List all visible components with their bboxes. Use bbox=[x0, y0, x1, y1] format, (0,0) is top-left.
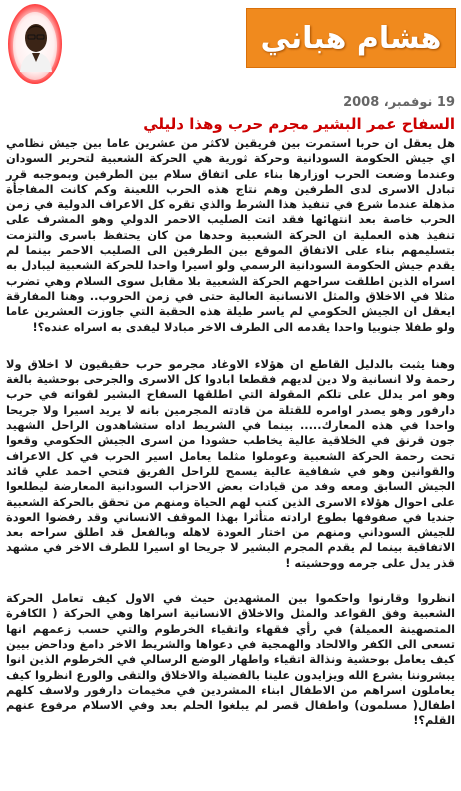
blog-author-name: هشام هباني bbox=[260, 20, 442, 56]
post-content bbox=[6, 94, 455, 791]
blog-title-banner[interactable] bbox=[246, 8, 456, 68]
post-title[interactable]: السفاح عمر البشير مجرم حرب وهذا دليلي bbox=[143, 115, 455, 133]
post-paragraph: انظروا وقارنوا واحكموا بين المشهدين حيث في الاول كيف تعامل الحركة الشعبية وفق القواعد والمثل والاخلاق الانسانية اسراها وهي الحركة ( الكافرة المتصهينة العميلة) في رأي فقهاء واتقياء الخرطوم والتي حسب زعمهم انها تسعى الى الكفر والالحاد والهمجية في دعواها والشريط الاخر دامغ وداحض بيين كيف يعامل بوحشية ونذالة اتقياء واطهار الوضع الرسالي في الخرطوم الذين انوا يبشروننا بشرع الله ويزايدون علينا بالفضيلة والاخلاق والتقى والورع انظروا كيف يعاملون اسراهم من الاطفال ابناء المشردين في مخيمات دارفور ولاسف كلهم اطفال( مسلمون) واطفال قصر لم يبلغوا الحلم بعد وفي الاسلام مرفوع عنهم القلم؟! bbox=[6, 591, 455, 728]
author-avatar[interactable] bbox=[6, 0, 64, 86]
author-portrait-icon bbox=[6, 0, 64, 86]
post-date: 19 نوفمبر، 2008 bbox=[343, 95, 455, 110]
post-paragraph: هل يعقل ان حربا استمرت بين فريقين لاكثر من عشرين عاما بين جيش نظامي اي جيش الحكومة السودانية وحركة ثورية هي الحركة الشعبية لتحرير السودان وعندما وضعت الحرب اوزارها بناء على اتفاق سلام بين الطرفين وبموجبه قرر تبادل الاسرى لدى الطرفين وهم نتاج هذه الحرب اللعينة وكم كانت المفاجأة مذهلة عندما شرع في تنفيذ هذا الشرط والذي تقره كل الاعراف الدولية في زمن الحرب خاصة بعد انتهائها فقد اتت الصليب الاحمر الدولي وهو المشرف على تنفيذ هذه العملية ان الحركة الشعبية وحدها من كان يحتفظ باسرى والتزمت بتسليمهم بناء على الاتفاق الموقع بين الطرفين الى الصليب الاحمر بينما لم يقدم جيش الحكومة السودانية الرسمي ولو اسيرا واحدا للحركة الشعبية ليبادل به اسراه الذين اطلقت سراحهم الحركة الشعبية بلا مقابل سوى السلام وهي تضرب مثلا في الاخلاق والمثل الانسانية العالية حتى في زمن الحروب.. وهنا المفارقة ايعقل ان الجيش الحكومي لم ياسر طيلة هذه الحقبة التي جاوزت العشرين عاما ولو طفلا جنوبيا واحدا يقدمه الى الطرف الاخر مبادلا ليفدى به اسراه عنده؟! bbox=[6, 136, 455, 334]
blog-header bbox=[0, 0, 461, 90]
post-paragraph: وهنا يثبت بالدليل القاطع ان هؤلاء الاوغاد مجرمو حرب حقيقيون لا اخلاق ولا رحمة ولا انسانية ولا دين لديهم فقطعا ابادوا كل الاسرى والجرحى بوحشية بالغة وهو امر يدلل على تلكم المقولة التي اطلقها السفاح البشير لقواته في حرب دارفور وهو يصدر اوامره للقتلة من قادته المجرمين بانه لا يريد اسيرا ولا جريحا واحدا في هذه المعارك..... بينما في الشريط اداه ستشاهدون الراحل الشهيد جون قرنق في الخلاقية عالية يخاطب حشودا من اسرى الجيش الحكومي وقعوا تحت رحمة الحركة الشعبية وعوملوا مثلما يعامل اسير الحرب في كل الاعراف والقوانين وهو في شفافية عالية يسمح للراحل الفريق فتحي احمد علي قائد الجيش السابق ومعه وفد من قيادات بعض الاحزاب السودانية المعارضة ليطلعوا على احوال هؤلاء الاسرى الذين كتب لهم الحياة ومنهم من تحقق بالحركة الشعبية جنديا في صفوفها بطوع ارادته متأثرا بهذا الموقف الانساني وقد رفضوا العودة للجيش السوداني ومنهم من اختار العودة لاهله وبالفعل قد اطلق سراحه بعد الاتفاقية بينما لم يقدم المجرم البشير لا جريحا او اسيرا للطرف الاخر في مشهد قذر يدل على جرمه ووحشيته ! bbox=[6, 356, 455, 570]
